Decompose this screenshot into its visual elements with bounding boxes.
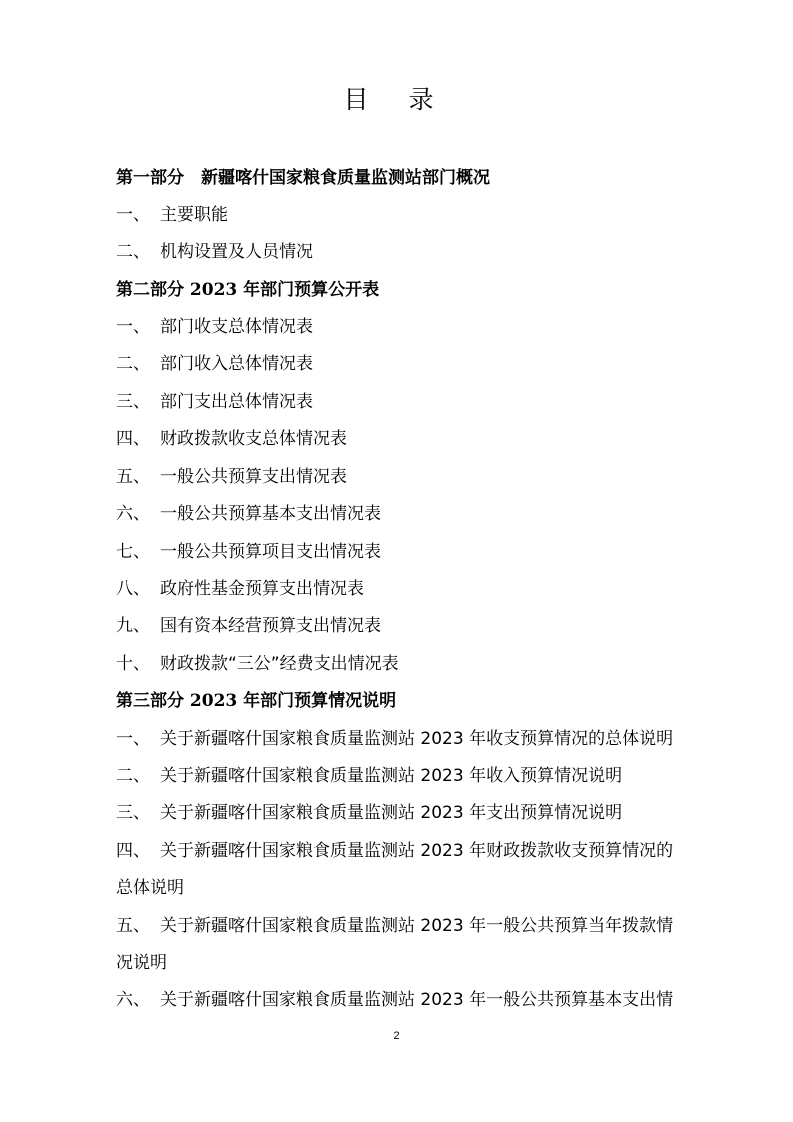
toc-item [116, 203, 228, 227]
toc-item-text: 政府性基金预算支出情况表 [160, 579, 364, 599]
toc-item-text: 关于新疆喀什国家粮食质量监测站 2023 年收入预算情况说明 [160, 766, 623, 786]
section-heading-2: 第二部分 2023 年部门预算公开表 [116, 280, 380, 300]
toc-item-text: 关于新疆喀什国家粮食质量监测站 2023 年一般公共预算基本支出情 [160, 990, 674, 1010]
toc-item-text: 一般公共预算项目支出情况表 [160, 542, 381, 562]
toc-item-text: 财政拨款收支总体情况表 [160, 429, 347, 449]
toc-item-number: 一、 [116, 729, 150, 749]
toc-item-continuation: 总体说明 [116, 878, 184, 898]
toc-item-number: 二、 [116, 766, 150, 786]
toc-item [116, 614, 381, 638]
toc-item-text: 机构设置及人员情况 [160, 242, 313, 262]
toc-item [116, 502, 381, 526]
toc-item-number: 十、 [116, 654, 150, 674]
section-heading-3: 第三部分 2023 年部门预算情况说明 [116, 691, 397, 711]
toc-item-number: 六、 [116, 504, 150, 524]
toc-item [116, 914, 673, 938]
toc-item [116, 652, 399, 676]
toc-item-number: 八、 [116, 579, 150, 599]
toc-item-number: 一、 [116, 205, 150, 225]
toc-item [116, 427, 347, 451]
toc-item [116, 390, 313, 414]
toc-item [116, 727, 673, 751]
toc-item-continuation: 况说明 [116, 953, 167, 973]
page-number: 2 [393, 1030, 400, 1042]
toc-item-text: 部门支出总体情况表 [160, 392, 313, 412]
toc-item-text: 一般公共预算基本支出情况表 [160, 504, 381, 524]
toc-item-text: 关于新疆喀什国家粮食质量监测站 2023 年一般公共预算当年拨款情 [160, 916, 674, 936]
section-heading-1: 第一部分 新疆喀什国家粮食质量监测站部门概况 [116, 168, 490, 188]
toc-item-number: 一、 [116, 317, 150, 337]
toc-item-text: 关于新疆喀什国家粮食质量监测站 2023 年支出预算情况说明 [160, 803, 623, 823]
toc-item-number: 九、 [116, 616, 150, 636]
toc-item [116, 764, 622, 788]
toc-item [116, 839, 673, 863]
toc-item-number: 七、 [116, 542, 150, 562]
toc-item-text: 关于新疆喀什国家粮食质量监测站 2023 年收支预算情况的总体说明 [160, 729, 674, 749]
toc-item-number: 二、 [116, 354, 150, 374]
toc-item-text: 关于新疆喀什国家粮食质量监测站 2023 年财政拨款收支预算情况的 [160, 841, 674, 861]
toc-item-text: 一般公共预算支出情况表 [160, 467, 347, 487]
toc-item-number: 二、 [116, 242, 150, 262]
toc-item [116, 240, 313, 264]
toc-item [116, 988, 673, 1012]
toc-item [116, 352, 313, 376]
toc-item [116, 465, 347, 489]
toc-item-number: 五、 [116, 916, 150, 936]
toc-title: 目 录 [343, 85, 450, 114]
toc-item-number: 四、 [116, 841, 150, 861]
toc-item-text: 财政拨款“三公”经费支出情况表 [160, 654, 399, 674]
toc-item-number: 五、 [116, 467, 150, 487]
toc-item-text: 部门收支总体情况表 [160, 317, 313, 337]
toc-item-number: 三、 [116, 803, 150, 823]
toc-item-number: 四、 [116, 429, 150, 449]
toc-item [116, 315, 313, 339]
toc-item-text: 部门收入总体情况表 [160, 354, 313, 374]
toc-item-number: 三、 [116, 392, 150, 412]
toc-item [116, 540, 381, 564]
toc-item-number: 六、 [116, 990, 150, 1010]
toc-item [116, 577, 364, 601]
toc-item-text: 国有资本经营预算支出情况表 [160, 616, 381, 636]
toc-item [116, 801, 622, 825]
toc-item-text: 主要职能 [160, 205, 228, 225]
